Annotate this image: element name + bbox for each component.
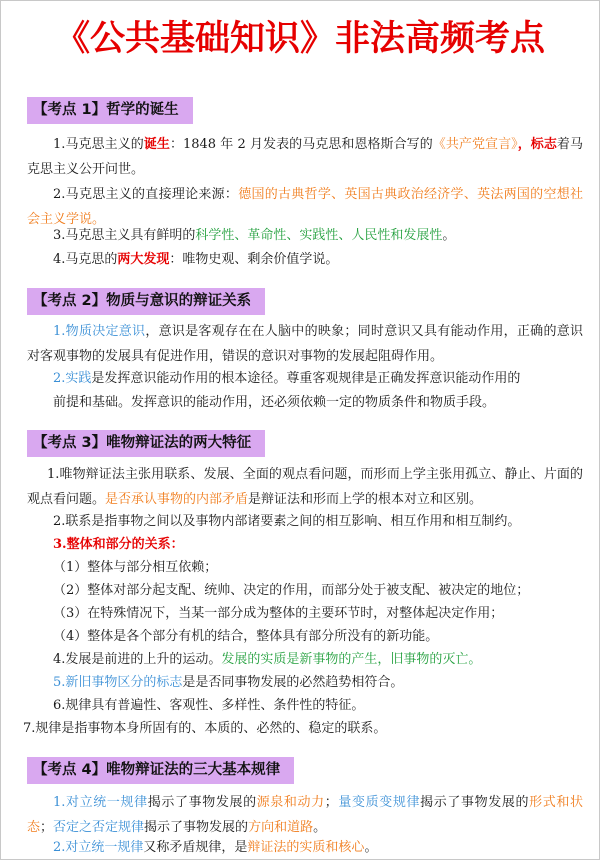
text-run: 3.马克思主义具有鲜明的 [53, 228, 196, 243]
highlight-blue: 否定之否定规律 [53, 820, 145, 835]
text-run: 又称矛盾规律，是 [143, 840, 248, 855]
highlight-orange: 方向和道路 [248, 820, 314, 835]
s3-paragraph-7: 7.规律是指事物本身所固有的、本质的、必然的、稳定的联系。 [23, 721, 387, 736]
s2-paragraph-3: 前提和基础。发挥意识的能动作用，还必须依赖一定的物质条件和物质手段。 [53, 395, 496, 410]
s3-item-3: （3）在特殊情况下，当某一部分成为整体的主要环节时，对整体起决定作用； [53, 606, 504, 621]
highlight-blue: 量变质变规律 [337, 795, 421, 810]
s1-paragraph-1 [27, 132, 583, 182]
text-run: 着马克思主义公开问世。 [27, 137, 583, 177]
text-run: ； [324, 795, 338, 810]
s2-paragraph-1 [27, 319, 583, 369]
highlight-green: 发展的实质是新事物的产生，旧事物的灭亡。 [221, 652, 482, 667]
s3-paragraph-2: 2.联系是指事物之间以及事物内部诸要素之间的相互影响、相互作用和相互制约。 [53, 514, 521, 529]
s3-paragraph-4 [27, 647, 583, 672]
s1-paragraph-3 [27, 223, 583, 248]
s3-item-1: （1）整体与部分相互依赖； [53, 560, 218, 575]
text-run: 2.马克思主义的直接理论来源： [53, 187, 239, 202]
highlight-blue: 1.物质决定意识 [53, 324, 146, 339]
text-run: 是辩证法和形而上学的根本对立和区别。 [248, 492, 483, 507]
highlight-green: 科学性、革命性、实践性、人民性和发展性 [195, 228, 443, 243]
s3-paragraph-1 [27, 462, 583, 512]
text-run: 是是否同事物发展的必然趋势相符合。 [182, 675, 404, 690]
text-run: 4.马克思的 [53, 252, 118, 267]
text-run: 。 [442, 228, 456, 243]
section-3-heading: 【考点 3】唯物辩证法的两大特征 [27, 430, 265, 457]
highlight-orange: 辩证法的实质和核心 [247, 840, 365, 855]
text-run: 揭示了事物发展的 [420, 795, 530, 810]
text-run: ，意识是客观存在在人脑中的映象；同时意识又具有能动作用，正确的意识对客观事物的发展具有促进作用，错误的意识对事物的发展起阻碍作用。 [27, 324, 583, 364]
text-run: 4.发展是前进的上升的运动。 [53, 652, 222, 667]
section-1-heading: 【考点 1】哲学的诞生 [27, 97, 193, 124]
highlight-orange: 形式和状态 [27, 795, 583, 835]
text-run: ：1848 年 2 月发表的马克思和恩格斯合写的 [169, 137, 433, 152]
highlight-red: 诞生 [143, 137, 170, 152]
s3-paragraph-3: 3.整体和部分的关系： [53, 537, 184, 552]
highlight-blue: 1.对立统一规律 [53, 795, 148, 810]
text-run: 揭示了事物发展的 [147, 795, 257, 810]
s3-item-4: （4）整体是各个部分有机的结合，整体具有部分所没有的新功能。 [53, 629, 439, 644]
highlight-red: 标志 [530, 137, 557, 152]
highlight-orange: 是否承认事物的内部矛盾 [105, 492, 249, 507]
text-run: ； [40, 820, 54, 835]
highlight-orange: 《共产党宣言》 [432, 137, 518, 152]
text-run: 1.唯物辩证法主张用联系、发展、全面的观点看问题，而形而上学主张用孤立、静止、片面的观点看问题。 [27, 467, 583, 507]
text-run: 。 [364, 840, 378, 855]
highlight-blue: 5.新旧事物区分的标志 [53, 675, 183, 690]
text-run: 。 [313, 820, 327, 835]
s2-paragraph-2 [27, 366, 583, 391]
s4-paragraph-1 [27, 790, 583, 840]
highlight-red: ， [517, 137, 531, 152]
highlight-red: 两大发现 [117, 252, 170, 267]
highlight-orange: 源泉和动力 [256, 795, 325, 810]
s1-paragraph-4 [27, 247, 583, 272]
s3-paragraph-6: 6.规律具有普遍性、客观性、多样性、条件性的特征。 [53, 698, 365, 713]
highlight-orange: 德国的古典哲学、英国古典政治经济学、英法两国的空想社会主义学说。 [27, 187, 583, 227]
section-4-heading: 【考点 4】唯物辩证法的三大基本规律 [27, 757, 294, 784]
s3-item-2: （2）整体对部分起支配、统帅、决定的作用，而部分处于被支配、被决定的地位； [53, 583, 530, 598]
page-title: 《公共基础知识》非法高频考点 [54, 19, 545, 59]
text-run: ：唯物史观、剩余价值学说。 [169, 252, 339, 267]
highlight-blue: 2.实践 [53, 371, 92, 386]
s3-paragraph-5 [27, 670, 583, 695]
text-run: 是发挥意识能动作用的根本途径。尊重客观规律是正确发挥意识能动作用的 [91, 371, 521, 386]
s4-paragraph-2 [27, 835, 583, 860]
text-run: 揭示了事物发展的 [144, 820, 249, 835]
section-2-heading: 【考点 2】物质与意识的辩证关系 [27, 288, 265, 315]
text-run: 1.马克思主义的 [53, 137, 144, 152]
highlight-blue: 2.对立统一规律 [53, 840, 144, 855]
